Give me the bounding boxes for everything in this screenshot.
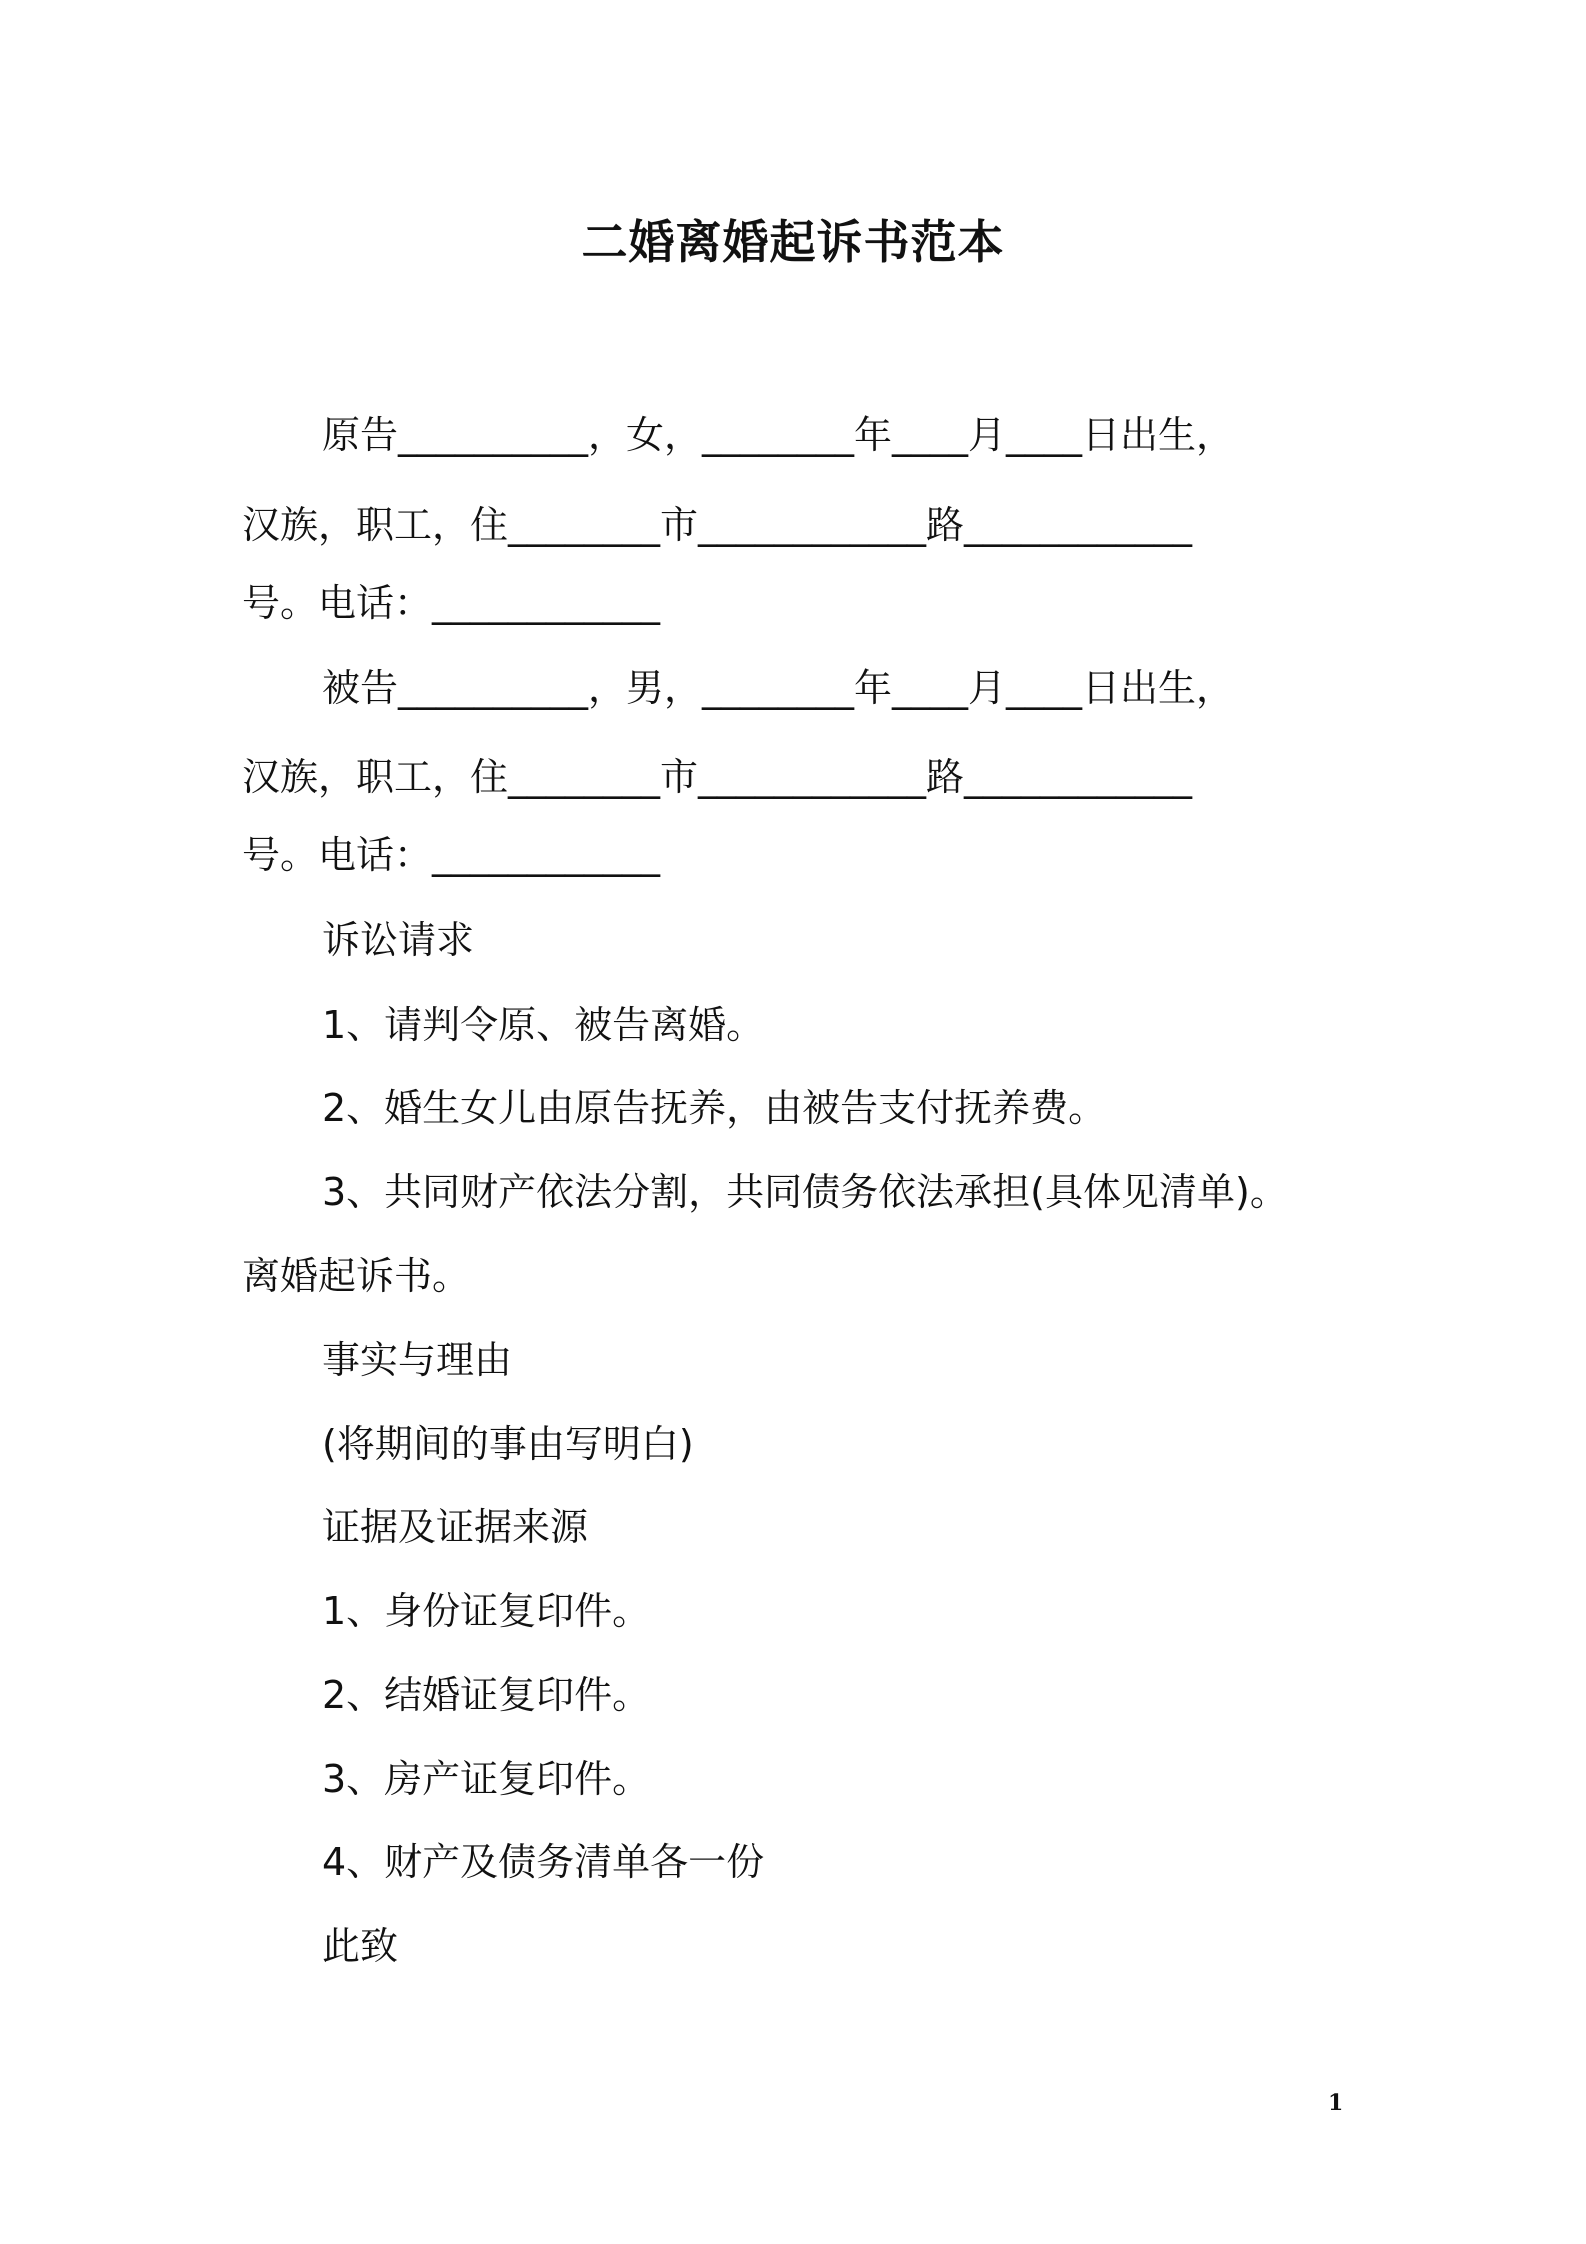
- claims-heading: 诉讼请求: [322, 918, 475, 962]
- evidence-heading: 证据及证据来源: [322, 1505, 589, 1549]
- defendant-line-2: 汉族，职工，住________市____________路____________: [242, 755, 1193, 799]
- facts-note: (将期间的事由写明白): [322, 1422, 694, 1466]
- document-title: 二婚离婚起诉书范本: [581, 215, 1005, 269]
- claim-item: 1、请判令原、被告离婚。: [322, 1003, 765, 1047]
- plaintiff-line-1: 原告__________，女，________年____月____日出生，: [322, 413, 1235, 457]
- claim-item: 3、共同财产依法分割，共同债务依法承担(具体见清单)。: [322, 1170, 1288, 1214]
- evidence-item: 1、身份证复印件。: [322, 1589, 651, 1633]
- evidence-item: 4、财产及债务清单各一份: [322, 1840, 765, 1884]
- claims-continuation: 离婚起诉书。: [242, 1254, 471, 1298]
- evidence-item: 3、房产证复印件。: [322, 1757, 651, 1801]
- plaintiff-line-2: 汉族，职工，住________市____________路____________: [242, 503, 1193, 547]
- page-number: 1: [1328, 2090, 1344, 2116]
- closing-salutation: 此致: [322, 1924, 399, 1968]
- plaintiff-line-3: 号。电话：____________: [242, 581, 661, 625]
- defendant-line-3: 号。电话：____________: [242, 833, 661, 877]
- evidence-item: 2、结婚证复印件。: [322, 1673, 651, 1717]
- claim-item: 2、婚生女儿由原告抚养，由被告支付抚养费。: [322, 1086, 1107, 1130]
- facts-heading: 事实与理由: [322, 1338, 513, 1382]
- defendant-line-1: 被告__________，男，________年____月____日出生，: [322, 666, 1235, 710]
